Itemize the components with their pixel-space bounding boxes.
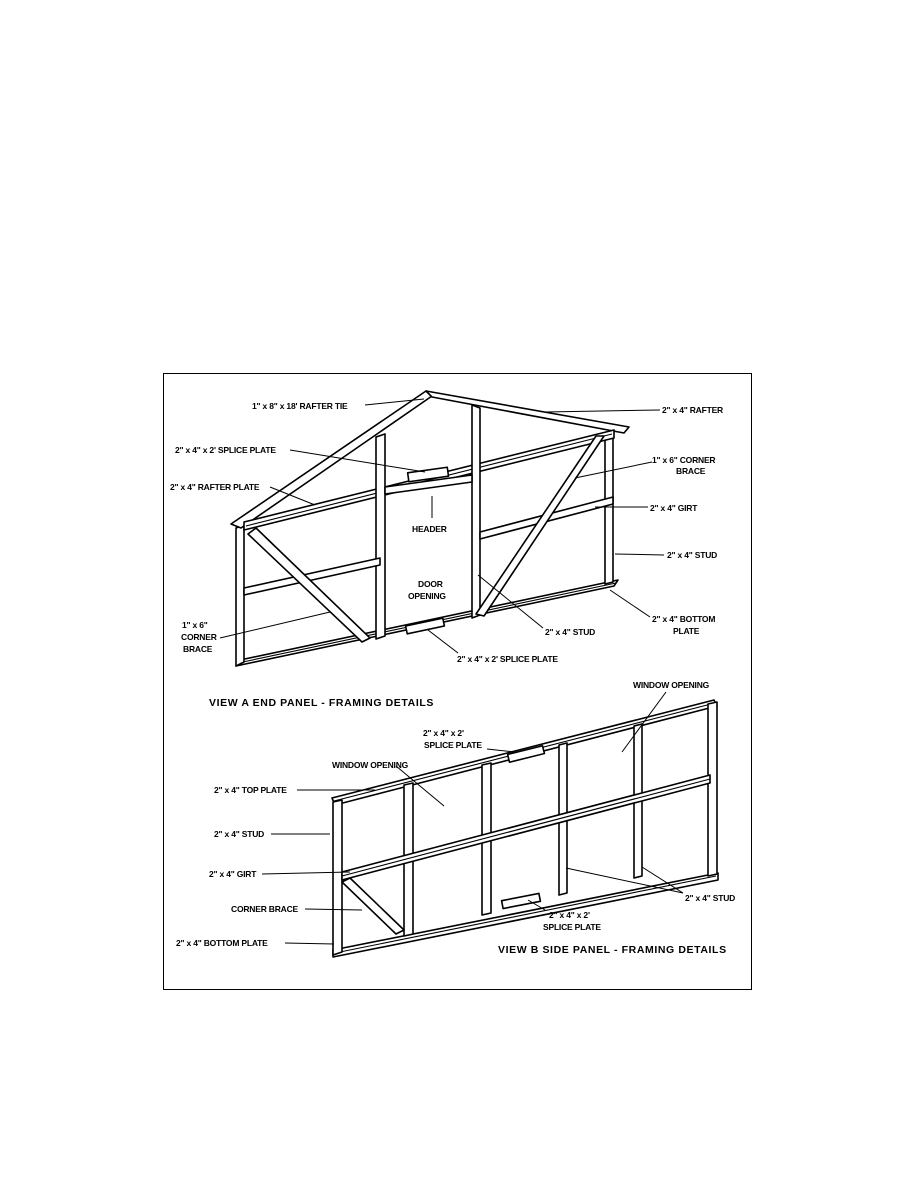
label-corner-brace: CORNER BRACE: [231, 904, 299, 914]
label-bottom-plate: 2" x 4" BOTTOM PLATE: [176, 938, 268, 948]
label-corner-brace-right-2: BRACE: [676, 466, 706, 476]
label-window-opening-right: WINDOW OPENING: [633, 680, 710, 690]
label-stud-right: 2" x 4" STUD: [667, 550, 718, 560]
label-corner-brace-right-1: 1" x 6" CORNER: [652, 455, 716, 465]
label-splice-plate-top: 2" x 4" x 2' SPLICE PLATE: [175, 445, 276, 455]
label-corner-brace-left-2: CORNER: [181, 632, 217, 642]
end-right-rafter: [426, 391, 629, 433]
side-stud-right: [708, 702, 717, 876]
label-door-opening-1: DOOR: [418, 579, 443, 589]
end-left-stud: [236, 525, 244, 666]
label-bottom-plate-2: PLATE: [673, 626, 700, 636]
label-rafter-plate: 2" x 4" RAFTER PLATE: [170, 482, 260, 492]
label-window-opening-left: WINDOW OPENING: [332, 760, 409, 770]
end-stud-center-right: [472, 405, 480, 618]
label-splice-plate-bottom: 2" x 4" x 2' SPLICE PLATE: [457, 654, 558, 664]
label-header: HEADER: [412, 524, 447, 534]
caption-view-b: VIEW B SIDE PANEL - FRAMING DETAILS: [498, 944, 727, 956]
side-panel-framing: [332, 700, 718, 957]
label-stud-left: 2" x 4" STUD: [214, 829, 265, 839]
label-splice-plate-top-1: 2" x 4" x 2': [423, 728, 464, 738]
side-stud-left: [333, 800, 342, 955]
label-splice-plate-top-2: SPLICE PLATE: [424, 740, 482, 750]
label-door-opening-2: OPENING: [408, 591, 446, 601]
side-splice-plate-bottom: [502, 893, 541, 908]
caption-view-a: VIEW A END PANEL - FRAMING DETAILS: [209, 697, 434, 709]
label-corner-brace-left-1: 1" x 6": [182, 620, 208, 630]
label-top-plate: 2" x 4" TOP PLATE: [214, 785, 287, 795]
label-rafter: 2" x 4" RAFTER: [662, 405, 723, 415]
label-splice-plate-bottom-1: 2" x 4" x 2': [549, 910, 590, 920]
side-corner-brace: [342, 878, 404, 934]
label-splice-plate-bottom-2: SPLICE PLATE: [543, 922, 601, 932]
label-girt: 2" x 4" GIRT: [209, 869, 257, 879]
label-girt: 2" x 4" GIRT: [650, 503, 698, 513]
label-rafter-tie: 1" x 8" x 18' RAFTER TIE: [252, 401, 348, 411]
label-stud-right: 2" x 4" STUD: [685, 893, 736, 903]
label-corner-brace-left-3: BRACE: [183, 644, 213, 654]
label-bottom-plate-1: 2" x 4" BOTTOM: [652, 614, 716, 624]
label-stud-center: 2" x 4" STUD: [545, 627, 596, 637]
end-right-stud: [605, 437, 613, 584]
